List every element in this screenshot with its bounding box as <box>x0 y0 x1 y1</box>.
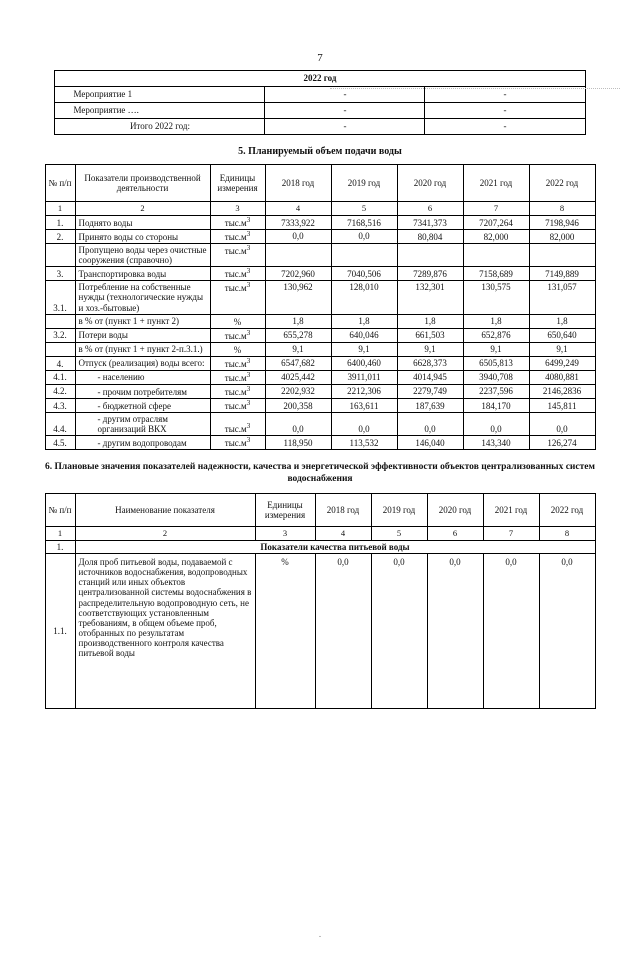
row-num: 3. <box>45 267 75 281</box>
row-indicator: в % от (пункт 1 + пункт 2-п.3.1.) <box>75 342 210 356</box>
row-indicator: Принято воды со стороны <box>75 230 210 244</box>
row-value-2020: 1,8 <box>397 314 463 328</box>
row-num: 1.1. <box>45 554 75 709</box>
row-value-2022: 650,640 <box>529 328 595 342</box>
row-value-2021: 82,000 <box>463 230 529 244</box>
table-row <box>45 356 595 370</box>
row-value-2022 <box>529 244 595 267</box>
row-value-2018: 655,278 <box>265 328 331 342</box>
event-label: Мероприятие 1 <box>55 87 265 103</box>
row-indicator: - прочим потребителям <box>75 385 210 399</box>
row-value-2018: 118,950 <box>265 436 331 450</box>
row-indicator: - населению <box>75 370 210 384</box>
row-value-2019: 128,010 <box>331 281 397 314</box>
row-value-2020: 661,503 <box>397 328 463 342</box>
row-value-2019: 7040,506 <box>331 267 397 281</box>
table-row <box>45 230 595 244</box>
row-value-2021: 652,876 <box>463 328 529 342</box>
table-row <box>45 267 595 281</box>
row-num: 3.2. <box>45 328 75 342</box>
row-num: 2. <box>45 230 75 244</box>
table-row <box>45 385 595 399</box>
row-value-2019: 113,532 <box>331 436 397 450</box>
row-value-2022: 6499,249 <box>529 356 595 370</box>
row-value-2020: 187,639 <box>397 399 463 413</box>
row-value-2022: 0,0 <box>539 554 595 709</box>
colnum: 2 <box>75 527 255 541</box>
col-header-units: Единицы измерения <box>255 494 315 527</box>
table-row <box>45 370 595 384</box>
page-footer-mark: . <box>318 929 322 939</box>
table-colnum-row <box>45 202 595 216</box>
col-header-2018: 2018 год <box>265 165 331 202</box>
row-value-2022: 131,057 <box>529 281 595 314</box>
row-num: 4.4. <box>45 413 75 436</box>
colnum: 6 <box>397 202 463 216</box>
table-row <box>45 436 595 450</box>
row-unit: $тыс.м^3$ <box>210 385 265 399</box>
row-value-2019: 7168,516 <box>331 216 397 230</box>
colnum: 6 <box>427 527 483 541</box>
col-header-2022: 2022 год <box>539 494 595 527</box>
table-header-row <box>45 494 595 527</box>
row-value-2022: 7198,946 <box>529 216 595 230</box>
row-value-2020: 7341,373 <box>397 216 463 230</box>
event-value: - <box>265 119 425 135</box>
table-colnum-row <box>45 527 595 541</box>
row-unit: $тыс.м^3$ <box>210 399 265 413</box>
row-indicator: Потребление на собственные нужды (технологические нужды и хоз.-бытовые) <box>75 281 210 314</box>
col-header-2018: 2018 год <box>315 494 371 527</box>
row-num: 3.1. <box>45 281 75 314</box>
row-unit: $тыс.м^3$ <box>210 230 265 244</box>
row-value-2019: 0,0 <box>371 554 427 709</box>
table-2022-header: 2022 год <box>55 71 585 87</box>
row-num <box>45 314 75 328</box>
row-value-2020: 2279,749 <box>397 385 463 399</box>
row-value-2018: 0,0 <box>265 413 331 436</box>
row-value-2022: 2146,2836 <box>529 385 595 399</box>
row-value-2021: 3940,708 <box>463 370 529 384</box>
header-rule <box>330 88 620 89</box>
row-value-2022: 145,811 <box>529 399 595 413</box>
colnum: 1 <box>45 202 75 216</box>
row-value-2019: 0,0 <box>331 230 397 244</box>
row-unit: $тыс.м^3$ <box>210 267 265 281</box>
row-num: 4.2. <box>45 385 75 399</box>
event-value: - <box>425 87 585 103</box>
row-value-2021: 184,170 <box>463 399 529 413</box>
table-row <box>55 103 585 119</box>
colnum: 7 <box>463 202 529 216</box>
row-unit: $тыс.м^3$ <box>210 244 265 267</box>
row-unit: % <box>210 342 265 356</box>
row-value-2020: 4014,945 <box>397 370 463 384</box>
row-unit: % <box>210 314 265 328</box>
row-unit: $тыс.м^3$ <box>210 281 265 314</box>
row-value-2020: 146,040 <box>397 436 463 450</box>
row-value-2020: 0,0 <box>397 413 463 436</box>
table-row <box>45 216 595 230</box>
row-value-2021: 7158,689 <box>463 267 529 281</box>
row-num: 4. <box>45 356 75 370</box>
col-header-2020: 2020 год <box>397 165 463 202</box>
row-value-2018: 200,358 <box>265 399 331 413</box>
row-value-2018: 130,962 <box>265 281 331 314</box>
row-value-2018: 7333,922 <box>265 216 331 230</box>
row-value-2022: 7149,889 <box>529 267 595 281</box>
row-value-2020: 80,804 <box>397 230 463 244</box>
row-value-2022: 9,1 <box>529 342 595 356</box>
row-num <box>45 342 75 356</box>
row-value-2021: 2237,596 <box>463 385 529 399</box>
row-unit: $тыс.м^3$ <box>210 370 265 384</box>
colnum: 5 <box>331 202 397 216</box>
col-header-indicator: Наименование показателя <box>75 494 255 527</box>
row-indicator: Пропущено воды через очистные сооружения (справочно) <box>75 244 210 267</box>
section-5-title: 5. Планируемый объем подачи воды <box>238 146 402 157</box>
row-indicator: - бюджетной сфере <box>75 399 210 413</box>
row-value-2020: 132,301 <box>397 281 463 314</box>
row-value-2021 <box>463 244 529 267</box>
event-value: - <box>265 87 425 103</box>
row-value-2018: 2202,932 <box>265 385 331 399</box>
row-value-2022: 4080,881 <box>529 370 595 384</box>
col-header-2019: 2019 год <box>371 494 427 527</box>
table-row <box>45 314 595 328</box>
colnum: 7 <box>483 527 539 541</box>
row-value-2021: 143,340 <box>463 436 529 450</box>
row-num: 1. <box>45 216 75 230</box>
row-value-2018 <box>265 244 331 267</box>
colnum: 3 <box>210 202 265 216</box>
col-header-units: Единицы измерения <box>210 165 265 202</box>
row-value-2018: 4025,442 <box>265 370 331 384</box>
group-num: 1. <box>45 541 75 554</box>
row-value-2019: 3911,011 <box>331 370 397 384</box>
row-value-2020: 6628,373 <box>397 356 463 370</box>
table-row <box>45 328 595 342</box>
row-value-2022: 1,8 <box>529 314 595 328</box>
row-value-2019: 2212,306 <box>331 385 397 399</box>
row-value-2020: 0,0 <box>427 554 483 709</box>
row-indicator: Транспортировка воды <box>75 267 210 281</box>
table-row <box>45 554 595 709</box>
row-indicator: - другим отраслям организаций ВКХ <box>75 413 210 436</box>
row-value-2018: 7202,960 <box>265 267 331 281</box>
row-value-2019: 0,0 <box>331 413 397 436</box>
row-value-2022: 126,274 <box>529 436 595 450</box>
event-label: Мероприятие …. <box>55 103 265 119</box>
table-water-supply-volume <box>45 164 596 450</box>
table-group-row <box>45 541 595 554</box>
col-header-2020: 2020 год <box>427 494 483 527</box>
row-indicator: Потери воды <box>75 328 210 342</box>
row-value-2021: 9,1 <box>463 342 529 356</box>
table-row <box>45 399 595 413</box>
row-value-2021: 7207,264 <box>463 216 529 230</box>
row-num: 4.5. <box>45 436 75 450</box>
row-value-2021: 0,0 <box>463 413 529 436</box>
row-value-2018: 6547,682 <box>265 356 331 370</box>
colnum: 5 <box>371 527 427 541</box>
row-indicator: - другим водопроводам <box>75 436 210 450</box>
row-unit: % <box>255 554 315 709</box>
colnum: 4 <box>315 527 371 541</box>
row-unit: $тыс.м^3$ <box>210 328 265 342</box>
col-header-indicator: Показатели производственной деятельности <box>75 165 210 202</box>
colnum: 1 <box>45 527 75 541</box>
row-value-2021: 130,575 <box>463 281 529 314</box>
colnum: 2 <box>75 202 210 216</box>
col-header-2022: 2022 год <box>529 165 595 202</box>
row-value-2021: 0,0 <box>483 554 539 709</box>
section-6-title: 6. Плановые значения показателей надежности, качества и энергетической эффективности объектов централизованных систем водоснабжения <box>45 462 595 485</box>
row-value-2019: 163,611 <box>331 399 397 413</box>
table-row <box>55 71 585 87</box>
row-value-2019: 9,1 <box>331 342 397 356</box>
row-value-2021: 1,8 <box>463 314 529 328</box>
table-row <box>45 342 595 356</box>
row-value-2022: 0,0 <box>529 413 595 436</box>
col-header-2019: 2019 год <box>331 165 397 202</box>
table-2022-events <box>54 70 585 135</box>
row-value-2021: 6505,813 <box>463 356 529 370</box>
row-unit: $тыс.м^3$ <box>210 356 265 370</box>
document-page <box>0 52 640 957</box>
col-header-2021: 2021 год <box>463 165 529 202</box>
row-value-2020 <box>397 244 463 267</box>
event-value: - <box>425 103 585 119</box>
col-header-2021: 2021 год <box>483 494 539 527</box>
row-value-2019 <box>331 244 397 267</box>
event-total-label: Итого 2022 год: <box>55 119 265 135</box>
row-unit: $тыс.м^3$ <box>210 436 265 450</box>
row-num: 4.3. <box>45 399 75 413</box>
table-row <box>55 119 585 135</box>
row-value-2019: 6400,460 <box>331 356 397 370</box>
row-value-2018: 0,0 <box>315 554 371 709</box>
row-value-2018: 9,1 <box>265 342 331 356</box>
colnum: 3 <box>255 527 315 541</box>
row-indicator: Поднято воды <box>75 216 210 230</box>
event-value: - <box>265 103 425 119</box>
row-num <box>45 244 75 267</box>
row-value-2022: 82,000 <box>529 230 595 244</box>
row-value-2020: 7289,876 <box>397 267 463 281</box>
group-title: Показатели качества питьевой воды <box>75 541 595 554</box>
colnum: 8 <box>539 527 595 541</box>
col-header-num: № п/п <box>45 165 75 202</box>
row-indicator: Отпуск (реализация) воды всего: <box>75 356 210 370</box>
row-value-2019: 640,046 <box>331 328 397 342</box>
col-header-num: № п/п <box>45 494 75 527</box>
row-value-2018: 0,0 <box>265 230 331 244</box>
event-value: - <box>425 119 585 135</box>
table-reliability-indicators <box>45 493 596 709</box>
row-unit: $тыс.м^3$ <box>210 413 265 436</box>
colnum: 4 <box>265 202 331 216</box>
table-row <box>45 244 595 267</box>
row-indicator: в % от (пункт 1 + пункт 2) <box>75 314 210 328</box>
table-row <box>45 281 595 314</box>
row-value-2018: 1,8 <box>265 314 331 328</box>
row-value-2020: 9,1 <box>397 342 463 356</box>
row-num: 4.1. <box>45 370 75 384</box>
row-indicator: Доля проб питьевой воды, подаваемой с источников водоснабжения, водопроводных станций или иных объектов централизованной системы водоснабжения в распределительную водопроводную сеть, не соответствующих установленным требованиям, в общем объеме проб, отобранных по результатам производственного контроля качества питьевой воды <box>75 554 255 709</box>
row-value-2019: 1,8 <box>331 314 397 328</box>
row-unit: $тыс.м^3$ <box>210 216 265 230</box>
table-row <box>45 413 595 436</box>
page-number: 7 <box>317 52 323 64</box>
colnum: 8 <box>529 202 595 216</box>
table-header-row <box>45 165 595 202</box>
